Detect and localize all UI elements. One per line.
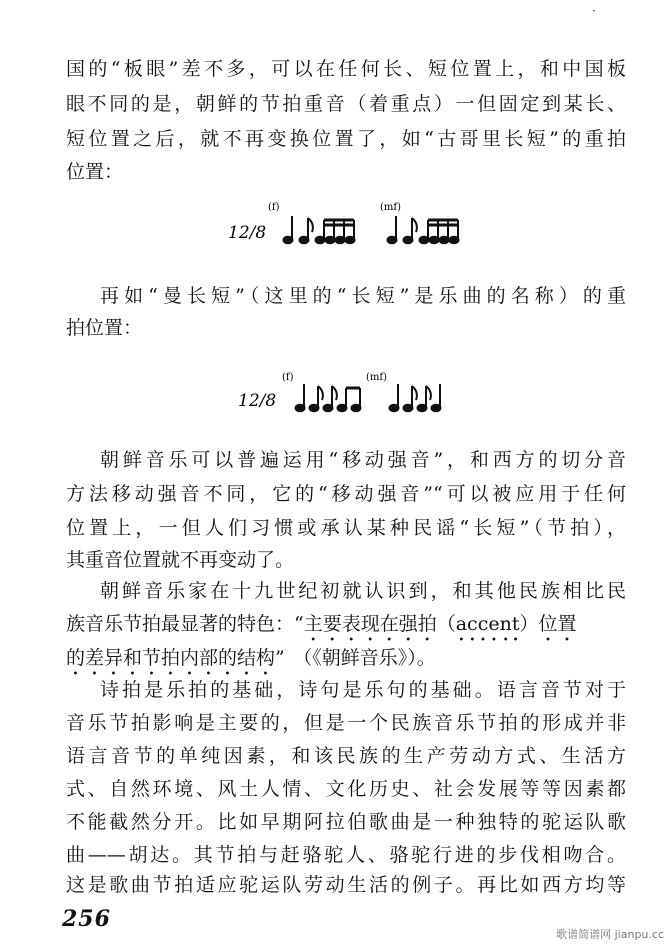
text-line: 朝鲜音乐家在十九世纪初就认识到，和其他民族相比民 xyxy=(100,580,626,602)
note xyxy=(310,405,319,411)
text-line: 不能截然分开。比如早期阿拉伯歌曲是一种独特的驼运队歌 xyxy=(66,811,626,833)
text-line: 短位置之后，就不再变换位置了，如“古哥里长短”的重拍 xyxy=(66,128,626,150)
rhythm-notation-1 xyxy=(228,198,488,258)
rhythm-notation-2 xyxy=(238,368,478,424)
text-segment: （《朝鲜音乐》）。 xyxy=(302,647,436,669)
text-line: 音乐节拍影响是主要的，但是一个民族音乐节拍的形成并非 xyxy=(66,712,626,734)
text-line: 其重音位置就不再变动了。 xyxy=(66,549,295,571)
text-line: 拍位置： xyxy=(66,317,143,339)
watermark: 歌谱简谱网 jianpu.cc xyxy=(556,928,664,941)
note xyxy=(346,237,355,243)
text-line: 方法移动强音不同，它的“移动强音”“可以被应用于任何 xyxy=(66,483,626,505)
text-line: 诗拍是乐拍的基础，诗句是乐句的基础。语言音节对于 xyxy=(100,679,626,701)
note xyxy=(284,237,293,243)
note xyxy=(450,237,459,243)
note xyxy=(390,405,399,411)
text-line: 朝鲜音乐可以普遍运用“移动强音”，和西方的切分音 xyxy=(100,449,626,471)
text-line: 国的“板眼”差不多，可以在任何长、短位置上，和中国板 xyxy=(66,58,626,80)
page-number: 256 xyxy=(62,906,111,932)
text-line xyxy=(66,646,626,680)
note xyxy=(418,405,427,411)
text-line: 位置： xyxy=(66,161,124,183)
note xyxy=(404,237,413,243)
note xyxy=(420,237,429,243)
note xyxy=(316,237,325,243)
note xyxy=(338,405,347,411)
note xyxy=(324,405,333,411)
note xyxy=(336,237,345,243)
emphasized-quote: 的差异和节拍内部的结构” xyxy=(66,647,285,669)
text-line: 曲——胡达。其节拍与赶骆驼人、骆驼行进的步伐相吻合。 xyxy=(66,844,626,866)
note xyxy=(432,405,441,411)
dynamic-mark-f: (f) xyxy=(282,372,294,383)
corner-mark: · xyxy=(592,4,596,18)
note xyxy=(326,237,335,243)
text-line: 眼不同的是，朝鲜的节拍重音（着重点）一但固定到某长、 xyxy=(66,93,626,115)
note xyxy=(404,405,413,411)
text-line xyxy=(66,612,626,646)
time-signature: 12/8 xyxy=(228,223,267,243)
note xyxy=(296,405,305,411)
note xyxy=(430,237,439,243)
text-line: 这是歌曲节拍适应驼运队劳动生活的例子。再比如西方均等 xyxy=(66,874,626,896)
note xyxy=(440,237,449,243)
text-line: 位置上，一但人们习惯或承认某种民谣“长短”（节拍）， xyxy=(66,517,626,539)
note xyxy=(300,237,309,243)
text-segment: 族音乐节拍最显著的特色： xyxy=(66,613,295,635)
text-line: 式、自然环境、风土人情、文化历史、社会发展等等因素都 xyxy=(66,778,626,800)
time-signature: 12/8 xyxy=(238,391,277,411)
text-line: 语言音节的单纯因素，和该民族的生产劳动方式、生活方 xyxy=(66,745,626,767)
dynamic-mark-f: (f) xyxy=(268,202,280,213)
note xyxy=(388,237,397,243)
emphasized-quote: “主要表现在强拍（accent）位置 xyxy=(294,613,577,635)
dynamic-mark-mf: (mf) xyxy=(366,372,387,383)
text-line: 再如“曼长短”（这里的“长短”是乐曲的名称）的重 xyxy=(100,285,626,307)
note xyxy=(352,405,361,411)
dynamic-mark-mf: (mf) xyxy=(380,202,401,213)
